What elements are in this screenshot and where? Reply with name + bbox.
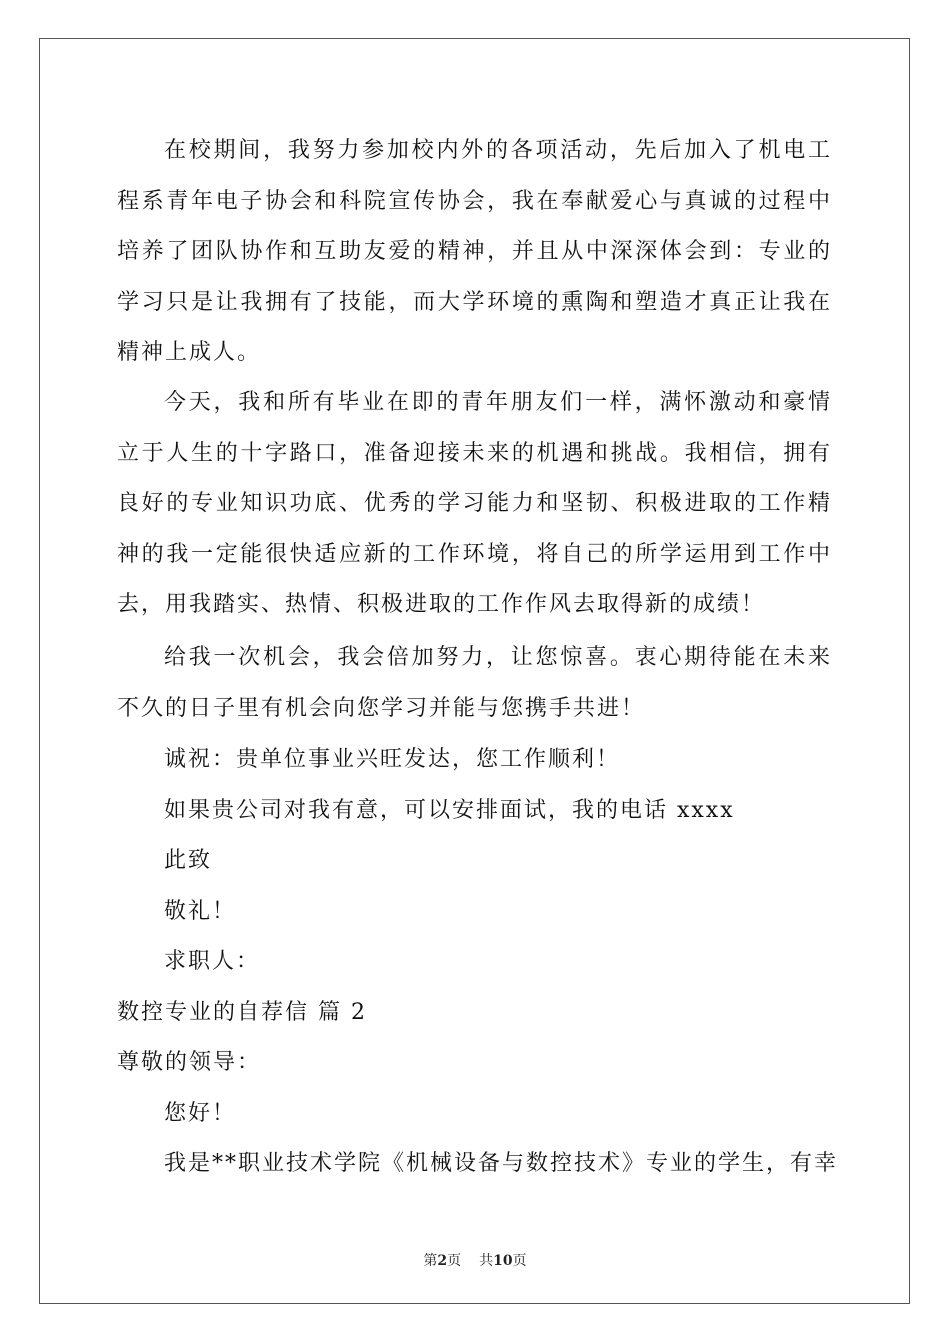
section-title: 数控专业的自荐信 篇 2 xyxy=(117,999,367,1025)
page-footer xyxy=(0,1250,950,1270)
wish-line: 诚祝：贵单位事业兴旺发达，您工作顺利！ xyxy=(164,747,621,772)
total-prefix: 共 xyxy=(479,1253,494,1269)
intro-line: 我是**职业技术学院《机械设备与数控技术》专业的学生，有幸 xyxy=(164,1151,839,1176)
greeting: 您好！ xyxy=(164,1100,237,1126)
page-prefix: 第 xyxy=(423,1253,438,1269)
paragraph-opportunity: 给我一次机会，我会倍加努力，让您惊喜。衷心期待能在未来不久的日子里有机会向您学习并能与您携手共进！ xyxy=(117,645,832,721)
paragraph-activities: 在校期间，我努力参加校内外的各项活动，先后加入了机电工程系青年电子协会和科院宣传协会，我在奉献爱心与真诚的过程中培养了团队协作和互助友爱的精神，并且从中深深体会到：专业的学习只是让我拥有了技能，而大学环境的熏陶和塑造才真正让我在精神上成人。 xyxy=(117,138,832,365)
total-suffix: 页 xyxy=(512,1253,527,1269)
page-suffix: 页 xyxy=(447,1253,462,1269)
letter-body xyxy=(117,126,839,1190)
paragraph-future: 今天，我和所有毕业在即的青年朋友们一样，满怀激动和豪情立于人生的十字路口，准备迎接未来的机遇和挑战。我相信，拥有良好的专业知识功底、优秀的学习能力和坚韧、积极进取的工作精神的我一定能很快适应新的工作环境，将自己的所学运用到工作中去，用我踏实、热情、积极进取的工作作风去取得新的成绩！ xyxy=(117,390,832,617)
total-pages: 10 xyxy=(493,1253,513,1269)
closing-regards: 敬礼！ xyxy=(164,898,237,924)
interview-line: 如果贵公司对我有意，可以安排面试，我的电话 xxxx xyxy=(164,797,735,823)
page-current: 2 xyxy=(437,1253,448,1269)
signature-line: 求职人： xyxy=(164,949,261,974)
closing-salutation: 此致 xyxy=(164,848,213,873)
salutation: 尊敬的领导： xyxy=(117,1050,262,1075)
